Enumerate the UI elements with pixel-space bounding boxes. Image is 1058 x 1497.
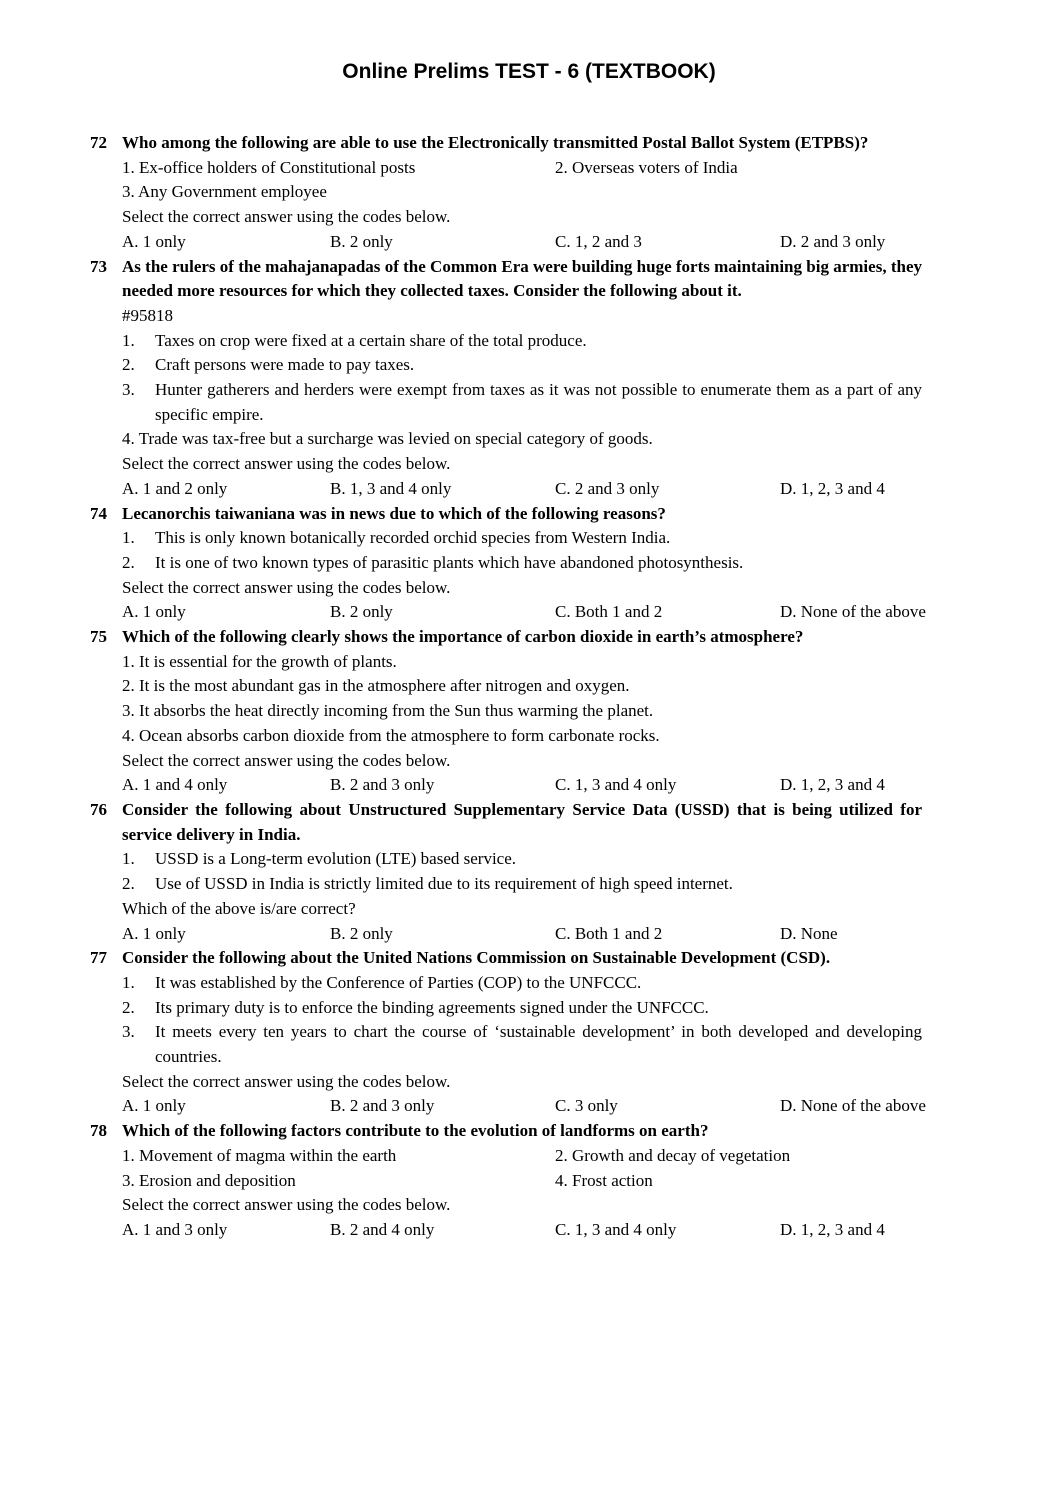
option-b: B. 2 and 3 only bbox=[330, 1096, 435, 1116]
question-number: 72 bbox=[90, 133, 107, 152]
statement: 2. It is the most abundant gas in the atmosphere after nitrogen and oxygen. bbox=[122, 676, 630, 696]
statement bbox=[122, 378, 922, 427]
statement-pair-row bbox=[122, 1144, 922, 1169]
statement bbox=[122, 1020, 922, 1069]
answer-prompt: Select the correct answer using the codes below. bbox=[122, 1071, 451, 1091]
answer-prompt: Select the correct answer using the codes below. bbox=[122, 750, 451, 770]
options-row bbox=[122, 922, 922, 947]
options-row bbox=[122, 600, 926, 625]
question-text: Consider the following about the United Nations Commission on Sustainable Development (CSD). bbox=[122, 948, 831, 968]
option-c: C. 1, 3 and 4 only bbox=[555, 775, 677, 795]
question-text: Which of the following clearly shows the importance of carbon dioxide in earth’s atmosphere? bbox=[122, 627, 804, 647]
question-number: 77 bbox=[90, 948, 107, 968]
question-text: Which of the following factors contribute to the evolution of landforms on earth? bbox=[122, 1121, 709, 1141]
question-body bbox=[122, 1119, 922, 1243]
statement bbox=[122, 526, 922, 551]
answer-prompt: Select the correct answer using the codes below. bbox=[122, 207, 451, 227]
statement bbox=[122, 551, 922, 576]
answer-prompt: Select the correct answer using the codes below. bbox=[122, 577, 451, 597]
option-c: C. 3 only bbox=[555, 1096, 618, 1116]
question-body bbox=[122, 131, 922, 255]
option-d: D. 2 and 3 only bbox=[780, 231, 886, 251]
statement-number: 1. bbox=[122, 330, 135, 350]
answer-prompt: Which of the above is/are correct? bbox=[122, 898, 356, 918]
statement-pair-row bbox=[122, 1169, 922, 1194]
statement-text: Use of USSD in India is strictly limited due to its requirement of high speed internet. bbox=[155, 874, 733, 894]
option-a: A. 1 and 2 only bbox=[122, 478, 228, 498]
question-number: 78 bbox=[90, 1121, 107, 1141]
statement-number: 3. bbox=[122, 380, 135, 400]
option-b: B. 2 only bbox=[330, 602, 393, 622]
question-text: Consider the following about Unstructured Supplementary Service Data (USSD) that is being utilized for service delivery in India. bbox=[122, 799, 922, 844]
statement bbox=[122, 329, 922, 354]
option-d: D. None of the above bbox=[780, 1096, 926, 1116]
statement-text: It was established by the Conference of Parties (COP) to the UNFCCC. bbox=[155, 972, 642, 992]
statement-number: 2. bbox=[122, 552, 135, 572]
statement-number: 1. bbox=[122, 528, 135, 548]
options-row bbox=[122, 1218, 922, 1243]
statement-number: 3. bbox=[122, 1022, 135, 1042]
question-number: 74 bbox=[90, 503, 107, 523]
option-b: B. 2 only bbox=[330, 231, 393, 251]
question-body bbox=[122, 625, 922, 798]
question-block bbox=[90, 798, 1058, 946]
options-row bbox=[122, 773, 922, 798]
statement-text: Hunter gatherers and herders were exempt from taxes as it was not possible to enumerate them as a part of any specific empire. bbox=[155, 380, 922, 424]
statement-text: This is only known botanically recorded orchid species from Western India. bbox=[155, 528, 671, 548]
question-block bbox=[90, 1119, 1058, 1243]
option-a: A. 1 only bbox=[122, 923, 186, 943]
statement-number: 1. bbox=[122, 849, 135, 869]
question-body bbox=[122, 946, 926, 1119]
question-number: 75 bbox=[90, 627, 107, 647]
option-c: C. 1, 3 and 4 only bbox=[555, 1219, 677, 1239]
option-c: C. 2 and 3 only bbox=[555, 478, 660, 498]
statement: 4. Trade was tax-free but a surcharge was levied on special category of goods. bbox=[122, 429, 653, 449]
statements-list bbox=[122, 329, 922, 453]
option-d: D. None bbox=[780, 923, 838, 943]
option-b: B. 1, 3 and 4 only bbox=[330, 478, 452, 498]
page-title: Online Prelims TEST - 6 (TEXTBOOK) bbox=[342, 60, 716, 83]
question-number: 76 bbox=[90, 799, 107, 819]
statement-text: It is one of two known types of parasitic plants which have abandoned photosynthesis. bbox=[155, 552, 744, 572]
answer-prompt: Select the correct answer using the codes below. bbox=[122, 454, 451, 474]
statement bbox=[122, 996, 922, 1021]
statement bbox=[122, 971, 922, 996]
option-d: D. 1, 2, 3 and 4 bbox=[780, 775, 885, 795]
statement bbox=[122, 847, 922, 872]
statement-number: 2. bbox=[122, 355, 135, 375]
question-block bbox=[90, 625, 1058, 798]
question-body bbox=[122, 502, 926, 626]
statements-list bbox=[122, 526, 922, 575]
questions-container bbox=[0, 131, 1058, 1243]
statement: 2. Overseas voters of India bbox=[555, 157, 738, 177]
statement bbox=[555, 180, 922, 205]
option-b: B. 2 and 4 only bbox=[330, 1219, 435, 1239]
statement: 2. Growth and decay of vegetation bbox=[555, 1145, 791, 1165]
statements-list bbox=[122, 156, 922, 205]
question-body bbox=[122, 798, 922, 946]
question-text: Lecanorchis taiwaniana was in news due to which of the following reasons? bbox=[122, 503, 666, 523]
statement: 3. Any Government employee bbox=[122, 182, 327, 202]
option-c: C. Both 1 and 2 bbox=[555, 923, 663, 943]
option-c: C. Both 1 and 2 bbox=[555, 602, 663, 622]
question-block bbox=[90, 131, 1058, 255]
statement: 3. Erosion and deposition bbox=[122, 1170, 296, 1190]
question-text: Who among the following are able to use the Electronically transmitted Postal Ballot System (ETPBS)? bbox=[122, 133, 869, 152]
option-b: B. 2 only bbox=[330, 923, 393, 943]
statement-text: It meets every ten years to chart the course of ‘sustainable development’ in both developed and developing countries. bbox=[155, 1022, 922, 1067]
statements-list bbox=[122, 847, 922, 896]
option-b: B. 2 and 3 only bbox=[330, 775, 435, 795]
statements-list bbox=[122, 971, 922, 1070]
statement: 1. It is essential for the growth of plants. bbox=[122, 651, 397, 671]
option-a: A. 1 only bbox=[122, 1096, 186, 1116]
option-c: C. 1, 2 and 3 bbox=[555, 231, 642, 251]
options-row bbox=[122, 230, 922, 255]
statement-text: Its primary duty is to enforce the binding agreements signed under the UNFCCC. bbox=[155, 997, 709, 1017]
statement-number: 1. bbox=[122, 972, 135, 992]
answer-prompt: Select the correct answer using the codes below. bbox=[122, 1195, 451, 1215]
option-a: A. 1 and 4 only bbox=[122, 775, 228, 795]
statement-pair-row bbox=[122, 156, 922, 181]
question-hashtag: #95818 bbox=[122, 305, 173, 325]
options-row bbox=[122, 1094, 926, 1119]
statement-pair-row bbox=[122, 180, 922, 205]
statement-text: Taxes on crop were fixed at a certain share of the total produce. bbox=[155, 330, 587, 350]
question-body bbox=[122, 255, 922, 502]
option-d: D. 1, 2, 3 and 4 bbox=[780, 478, 885, 498]
statement: 1. Movement of magma within the earth bbox=[122, 1145, 397, 1165]
options-row bbox=[122, 477, 922, 502]
statement-number: 2. bbox=[122, 997, 135, 1017]
statements-list bbox=[122, 650, 922, 749]
statement-text: USSD is a Long-term evolution (LTE) based service. bbox=[155, 849, 517, 869]
statement: 4. Frost action bbox=[555, 1170, 653, 1190]
statements-list bbox=[122, 1144, 922, 1193]
option-d: D. None of the above bbox=[780, 602, 926, 622]
option-d: D. 1, 2, 3 and 4 bbox=[780, 1219, 885, 1239]
statement bbox=[122, 872, 922, 897]
question-number: 73 bbox=[90, 256, 107, 276]
statement-text: Craft persons were made to pay taxes. bbox=[155, 355, 415, 375]
statement bbox=[122, 353, 922, 378]
option-a: A. 1 only bbox=[122, 602, 186, 622]
statement-number: 2. bbox=[122, 874, 135, 894]
statement: 1. Ex-office holders of Constitutional posts bbox=[122, 157, 416, 177]
question-block bbox=[90, 502, 1058, 626]
question-text: As the rulers of the mahajanapadas of the Common Era were building huge forts maintaining big armies, they needed more resources for which they collected taxes. Consider the following about it. bbox=[122, 256, 922, 301]
option-a: A. 1 and 3 only bbox=[122, 1219, 228, 1239]
question-block bbox=[90, 946, 1058, 1119]
question-block bbox=[90, 255, 1058, 502]
option-a: A. 1 only bbox=[122, 231, 186, 251]
statement: 3. It absorbs the heat directly incoming from the Sun thus warming the planet. bbox=[122, 701, 654, 721]
statement: 4. Ocean absorbs carbon dioxide from the atmosphere to form carbonate rocks. bbox=[122, 725, 660, 745]
